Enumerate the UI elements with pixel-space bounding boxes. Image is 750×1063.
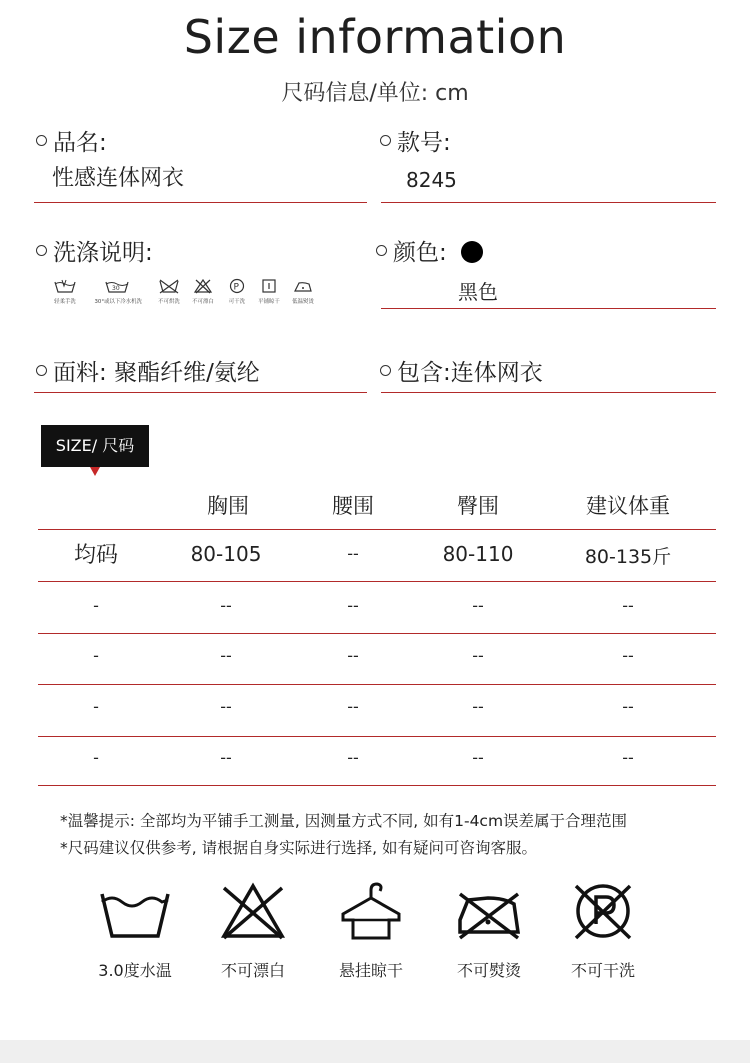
care-instructions-large [0,880,750,1000]
table-cell: 80-135斤 [584,546,672,568]
no-iron-icon [454,880,524,942]
size-name-cell: - [93,646,99,665]
table-divider [38,529,716,530]
care-item [429,880,549,981]
divider-line [381,392,716,393]
field-includes [380,354,543,387]
table-divider [38,633,716,634]
no-tumble-dry-icon [152,278,186,305]
include-label: 包含: [397,360,451,386]
size-tag: SIZE/ 尺码 [41,425,149,467]
table-cell: -- [472,748,484,767]
header-cell: 胸围 [207,494,249,518]
table-divider [38,684,716,685]
care-instructions-small [48,278,328,312]
table-divider [38,736,716,737]
header-cell: 腰围 [332,494,374,518]
name-label: 品名: [53,130,107,156]
care-small-label: 30°或以下冷水机洗 [94,298,142,305]
divider-line [34,202,367,203]
table-cell: -- [472,646,484,665]
bullet-icon [376,245,387,256]
care-item [543,880,663,981]
no-bleach-icon [218,880,288,942]
table-cell: -- [622,697,634,716]
table-cell: -- [220,697,232,716]
page-title: Size information [183,10,567,64]
field-wash [36,234,153,267]
size-tag-arrow [90,467,100,476]
table-cell: -- [622,646,634,665]
no-bleach-small-icon [186,278,220,305]
color-label: 颜色: [393,240,447,266]
care-label: 3.0度水温 [98,961,172,980]
table-cell: -- [347,697,359,716]
table-cell: -- [220,646,232,665]
table-cell: -- [220,748,232,767]
care-small-label: 平铺晾干 [258,298,280,305]
care-small-label: 低温熨烫 [292,298,314,305]
color-value: 黑色 [458,280,498,304]
note-line: *温馨提示: 全部均为平铺手工测量, 因测量方式不同, 如有1-4cm误差属于合理范围 [60,812,628,830]
divider-line [381,202,716,203]
size-name-cell: 均码 [73,543,118,568]
fabric-label: 面料: [53,360,107,386]
table-cell: -- [622,748,634,767]
wash-30-icon [92,278,142,305]
name-value: 性感连体网衣 [52,166,185,191]
page-subtitle: 尺码信息/单位: cm [281,81,469,106]
bullet-icon [36,135,47,146]
table-cell: -- [347,596,359,615]
care-item [193,880,313,981]
table-cell: -- [472,596,484,615]
dry-clean-p-icon [220,278,254,305]
table-cell: -- [472,697,484,716]
field-color [376,234,498,304]
hang-dry-icon [339,880,403,942]
style-label: 款号: [397,130,451,156]
divider-line [381,308,716,309]
table-divider [38,785,716,786]
table-cell: -- [347,748,359,767]
size-name-cell: - [93,748,99,767]
field-style-no [380,124,457,192]
wash-label: 洗涤说明: [53,240,153,266]
low-iron-icon [286,278,320,305]
table-cell: -- [220,596,232,615]
table-cell: -- [347,544,359,563]
note-line: *尺码建议仅供参考, 请根据自身实际进行选择, 如有疑问可咨询客服。 [60,839,537,857]
field-fabric [36,354,260,387]
table-divider [38,581,716,582]
bullet-icon [36,365,47,376]
header-cell: 臀围 [457,494,499,518]
header-cell: 建议体重 [586,494,670,518]
bottom-band [0,1040,750,1063]
color-swatch [461,241,483,263]
bullet-icon [36,245,47,256]
table-header-row [38,490,716,520]
include-value: 连体网衣 [450,360,543,386]
dry-flat-icon [252,278,286,305]
care-label: 不可漂白 [220,961,285,980]
notes [60,808,627,862]
size-name-cell: - [93,596,99,615]
bullet-icon [380,365,391,376]
care-item [75,880,195,981]
divider-line [34,392,367,393]
wash-basin-icon [98,880,172,942]
care-item [311,880,431,981]
care-small-label: 不可烘洗 [158,298,180,305]
care-small-label: 不可漂白 [192,298,214,305]
fabric-value: 聚酯纤维/氨纶 [114,360,260,386]
bullet-icon [380,135,391,146]
svg-text:P: P [233,282,239,293]
care-label: 悬挂晾干 [338,961,403,980]
size-name-cell: - [93,697,99,716]
care-small-label: 可干洗 [228,298,246,305]
no-dry-clean-icon [570,880,636,942]
field-name [36,124,185,191]
style-value: 8245 [406,168,457,192]
table-cell: -- [622,596,634,615]
table-cell: 80-105 [190,542,262,566]
table-cell: -- [347,646,359,665]
care-label: 不可干洗 [570,961,635,980]
table-cell: 80-110 [442,542,514,566]
care-label: 不可熨烫 [456,961,521,980]
svg-text:30: 30 [112,285,120,292]
gentle-hand-wash-icon [48,278,82,305]
care-small-label: 轻柔手洗 [54,298,76,305]
